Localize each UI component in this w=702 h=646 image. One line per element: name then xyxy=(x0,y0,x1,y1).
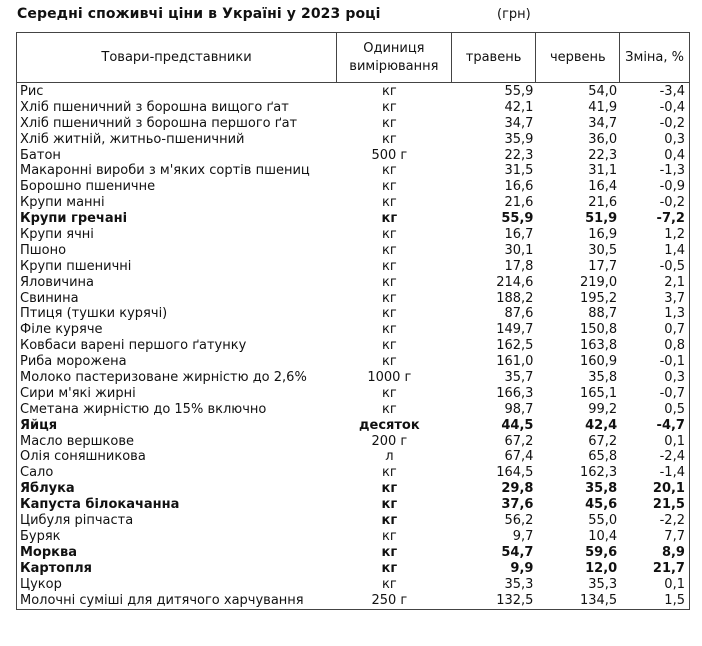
table-row xyxy=(17,402,689,418)
product-name: Цибуля ріпчаста xyxy=(20,513,134,529)
june-price: 195,2 xyxy=(579,290,618,306)
table-row xyxy=(17,275,689,291)
table-row xyxy=(17,354,689,370)
unit-cell: кг xyxy=(382,528,397,544)
may-price: 162,5 xyxy=(496,338,534,354)
unit-cell: кг xyxy=(382,576,397,592)
change-percent: 0,5 xyxy=(664,401,685,417)
unit-cell: 500 г xyxy=(371,147,408,163)
june-price: 162,3 xyxy=(579,465,618,481)
header-may: травень xyxy=(452,33,537,82)
june-price: 34,7 xyxy=(588,115,618,131)
product-name: Крупи гречані xyxy=(20,211,128,227)
unit-cell: 250 г xyxy=(371,592,408,608)
may-price: 149,7 xyxy=(496,322,534,338)
june-price: 17,7 xyxy=(588,258,618,274)
change-percent: -1,3 xyxy=(659,163,685,179)
june-price: 165,1 xyxy=(579,385,618,401)
product-name: Крупи манні xyxy=(20,195,105,211)
product-name: Хліб пшеничний з борошна вищого ґат xyxy=(20,99,289,115)
product-name: Крупи ячні xyxy=(20,227,94,243)
change-percent: -7,2 xyxy=(656,211,685,227)
product-name: Рис xyxy=(20,84,44,99)
may-price: 67,2 xyxy=(504,433,534,449)
may-price: 87,6 xyxy=(504,306,534,322)
unit-cell: кг xyxy=(382,84,397,99)
may-price: 98,7 xyxy=(504,401,534,417)
change-percent: 0,1 xyxy=(664,576,685,592)
may-price: 21,6 xyxy=(504,195,534,211)
june-price: 41,9 xyxy=(588,99,618,115)
unit-cell: кг xyxy=(382,274,397,290)
june-price: 67,2 xyxy=(588,433,618,449)
table-row xyxy=(17,211,689,227)
table-row xyxy=(17,418,689,434)
may-price: 37,6 xyxy=(501,497,534,513)
june-price: 51,9 xyxy=(585,211,618,227)
may-price: 35,9 xyxy=(504,131,534,147)
product-name: Сири м'які жирні xyxy=(20,385,136,401)
may-price: 42,1 xyxy=(504,99,534,115)
change-percent: -3,4 xyxy=(659,84,685,99)
may-price: 166,3 xyxy=(496,385,534,401)
june-price: 219,0 xyxy=(579,274,618,290)
table-row xyxy=(17,434,689,450)
change-percent: -0,7 xyxy=(659,385,685,401)
unit-cell: десяток xyxy=(359,417,420,433)
header-change: Зміна, % xyxy=(625,49,685,65)
unit-cell: кг xyxy=(381,211,398,227)
table-row xyxy=(17,497,689,513)
unit-cell: кг xyxy=(382,354,397,370)
change-percent: 3,7 xyxy=(664,290,685,306)
table-header xyxy=(17,33,689,83)
unit-cell: кг xyxy=(382,227,397,243)
product-name: Птиця (тушки курячі) xyxy=(20,306,168,322)
change-percent: -1,4 xyxy=(659,465,685,481)
may-price: 164,5 xyxy=(496,465,534,481)
may-price: 55,9 xyxy=(501,211,534,227)
may-price: 17,8 xyxy=(504,258,534,274)
table-row xyxy=(17,370,689,386)
table-row xyxy=(17,386,689,402)
unit-cell: л xyxy=(385,449,394,465)
page-title: Середні споживчі ціни в Україні у 2023 році xyxy=(17,6,381,22)
june-price: 150,8 xyxy=(579,322,618,338)
product-name: Морква xyxy=(20,544,77,560)
change-percent: -0,4 xyxy=(659,99,685,115)
june-price: 31,1 xyxy=(588,163,618,179)
table-body xyxy=(17,83,689,609)
unit-cell: кг xyxy=(382,131,397,147)
change-percent: -0,5 xyxy=(659,258,685,274)
june-price: 35,3 xyxy=(588,576,618,592)
product-name: Борошно пшеничне xyxy=(20,179,156,195)
may-price: 35,3 xyxy=(504,576,534,592)
table-row xyxy=(17,100,689,116)
unit-cell: кг xyxy=(382,306,397,322)
may-price: 188,2 xyxy=(496,290,534,306)
product-name: Молоко пастеризоване жирністю до 2,6% xyxy=(20,370,307,386)
unit-cell: кг xyxy=(382,99,397,115)
june-price: 10,4 xyxy=(588,528,618,544)
table-row xyxy=(17,163,689,179)
product-name: Молочні суміші для дитячого харчування xyxy=(20,592,304,608)
change-percent: 20,1 xyxy=(652,481,685,497)
change-percent: -2,4 xyxy=(659,449,685,465)
change-percent: 21,5 xyxy=(652,497,685,513)
unit-cell: кг xyxy=(382,258,397,274)
table-row xyxy=(17,322,689,338)
table-row xyxy=(17,465,689,481)
product-name: Яловичина xyxy=(20,274,95,290)
table-row xyxy=(17,84,689,100)
table-row xyxy=(17,545,689,561)
product-name: Філе куряче xyxy=(20,322,103,338)
june-price: 16,4 xyxy=(588,179,618,195)
product-name: Батон xyxy=(20,147,61,163)
table-row xyxy=(17,577,689,593)
change-percent: 1,5 xyxy=(664,592,685,608)
june-price: 22,3 xyxy=(588,147,618,163)
unit-cell: кг xyxy=(382,338,397,354)
change-percent: 1,2 xyxy=(664,227,685,243)
june-price: 99,2 xyxy=(588,401,618,417)
table-row xyxy=(17,529,689,545)
change-percent: 2,1 xyxy=(664,274,685,290)
table-row xyxy=(17,116,689,132)
unit-cell: кг xyxy=(382,401,397,417)
june-price: 35,8 xyxy=(588,370,618,386)
june-price: 134,5 xyxy=(579,592,618,608)
may-price: 56,2 xyxy=(504,513,534,529)
currency-note: (грн) xyxy=(497,7,531,22)
change-percent: 0,7 xyxy=(664,322,685,338)
product-name: Хліб житній, житньо-пшеничний xyxy=(20,131,245,147)
change-percent: 21,7 xyxy=(652,560,685,576)
table-row xyxy=(17,179,689,195)
change-percent: 0,8 xyxy=(664,338,685,354)
change-percent: -0,1 xyxy=(659,354,685,370)
unit-cell: кг xyxy=(381,544,398,560)
unit-cell: кг xyxy=(382,290,397,306)
product-name: Хліб пшеничний з борошна першого ґат xyxy=(20,115,298,131)
may-price: 55,9 xyxy=(504,84,534,99)
unit-cell: кг xyxy=(381,481,398,497)
table-row xyxy=(17,148,689,164)
change-percent: -2,2 xyxy=(659,513,685,529)
change-percent: 7,7 xyxy=(664,528,685,544)
may-price: 31,5 xyxy=(504,163,534,179)
unit-cell: кг xyxy=(382,242,397,258)
may-price: 132,5 xyxy=(496,592,534,608)
june-price: 45,6 xyxy=(585,497,618,513)
product-name: Картопля xyxy=(20,560,93,576)
header-june: червень xyxy=(536,33,620,82)
table-row xyxy=(17,561,689,577)
table-row xyxy=(17,513,689,529)
table-row xyxy=(17,259,689,275)
june-price: 54,0 xyxy=(588,84,618,99)
may-price: 34,7 xyxy=(504,115,534,131)
unit-cell: кг xyxy=(382,385,397,401)
change-percent: 1,3 xyxy=(664,306,685,322)
change-percent: -0,9 xyxy=(659,179,685,195)
june-price: 42,4 xyxy=(585,417,618,433)
change-percent: -4,7 xyxy=(656,417,685,433)
table-row xyxy=(17,481,689,497)
product-name: Яйця xyxy=(20,417,58,433)
change-percent: 1,4 xyxy=(664,242,685,258)
may-price: 9,7 xyxy=(512,528,534,544)
unit-cell: кг xyxy=(382,322,397,338)
june-price: 160,9 xyxy=(579,354,618,370)
product-name: Цукор xyxy=(20,576,62,592)
unit-cell: кг xyxy=(381,513,398,529)
prices-table xyxy=(16,32,690,610)
june-price: 163,8 xyxy=(579,338,618,354)
change-percent: 0,3 xyxy=(664,131,685,147)
product-name: Крупи пшеничні xyxy=(20,258,132,274)
product-name: Капуста білокачанна xyxy=(20,497,180,513)
product-name: Риба морожена xyxy=(20,354,127,370)
may-price: 16,6 xyxy=(504,179,534,195)
header-unit: Одиниця вимірювання xyxy=(337,33,452,82)
may-price: 29,8 xyxy=(501,481,534,497)
june-price: 65,8 xyxy=(588,449,618,465)
may-price: 161,0 xyxy=(496,354,534,370)
unit-cell: кг xyxy=(382,179,397,195)
product-name: Яблука xyxy=(20,481,75,497)
change-percent: -0,2 xyxy=(659,115,685,131)
table-row xyxy=(17,306,689,322)
may-price: 44,5 xyxy=(501,417,534,433)
table-row xyxy=(17,227,689,243)
may-price: 54,7 xyxy=(501,544,534,560)
header-product: Товари-представники xyxy=(17,33,337,82)
product-name: Олія соняшникова xyxy=(20,449,146,465)
change-percent: 0,4 xyxy=(664,147,685,163)
table-row xyxy=(17,195,689,211)
product-name: Пшоно xyxy=(20,242,67,258)
may-price: 35,7 xyxy=(504,370,534,386)
product-name: Буряк xyxy=(20,528,61,544)
may-price: 67,4 xyxy=(504,449,534,465)
table-row xyxy=(17,449,689,465)
unit-cell: кг xyxy=(382,195,397,211)
table-row xyxy=(17,338,689,354)
june-price: 16,9 xyxy=(588,227,618,243)
june-price: 36,0 xyxy=(588,131,618,147)
product-name: Макаронні вироби з м'яких сортів пшениц xyxy=(20,163,310,179)
product-name: Сметана жирністю до 15% включно xyxy=(20,401,267,417)
unit-cell: кг xyxy=(381,560,398,576)
unit-cell: кг xyxy=(382,163,397,179)
june-price: 55,0 xyxy=(588,513,618,529)
may-price: 22,3 xyxy=(504,147,534,163)
june-price: 88,7 xyxy=(588,306,618,322)
product-name: Сало xyxy=(20,465,54,481)
table-row xyxy=(17,291,689,307)
unit-cell: кг xyxy=(381,497,398,513)
change-percent: -0,2 xyxy=(659,195,685,211)
june-price: 12,0 xyxy=(585,560,618,576)
change-percent: 0,1 xyxy=(664,433,685,449)
unit-cell: 1000 г xyxy=(367,370,412,386)
may-price: 30,1 xyxy=(504,242,534,258)
unit-cell: 200 г xyxy=(371,433,408,449)
june-price: 59,6 xyxy=(585,544,618,560)
unit-cell: кг xyxy=(382,465,397,481)
table-row xyxy=(17,132,689,148)
may-price: 16,7 xyxy=(504,227,534,243)
june-price: 21,6 xyxy=(588,195,618,211)
table-row xyxy=(17,593,689,609)
product-name: Масло вершкове xyxy=(20,433,134,449)
product-name: Свинина xyxy=(20,290,79,306)
may-price: 214,6 xyxy=(496,274,534,290)
june-price: 35,8 xyxy=(585,481,618,497)
june-price: 30,5 xyxy=(588,242,618,258)
product-name: Ковбаси варені першого ґатунку xyxy=(20,338,247,354)
table-row xyxy=(17,243,689,259)
unit-cell: кг xyxy=(382,115,397,131)
may-price: 9,9 xyxy=(510,560,534,576)
change-percent: 8,9 xyxy=(661,544,685,560)
change-percent: 0,3 xyxy=(664,370,685,386)
